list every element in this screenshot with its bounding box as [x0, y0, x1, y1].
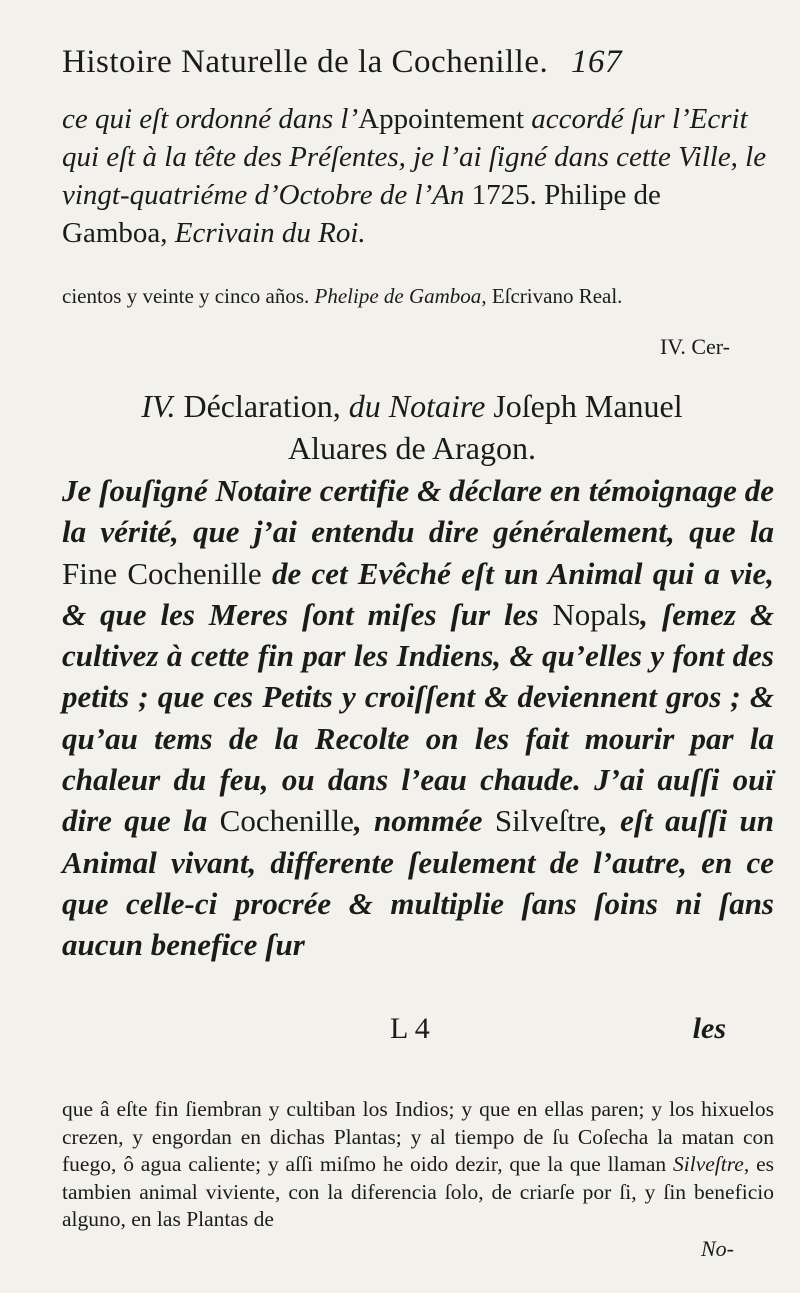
year-and-name: 1725. Philipe de Gamboa, [62, 179, 661, 249]
running-header [62, 44, 762, 81]
section-title [62, 385, 762, 469]
text-run-roman: Appointement [358, 103, 525, 135]
spanish-paragraph-body [62, 1096, 774, 1234]
text-run: Je ſouſigné Notaire certifie & déclare en témoignage de la vérité, que j’ai entendu dire généralement, que la [62, 473, 774, 550]
text-run: , nommée [353, 803, 495, 839]
catchword-french: les [692, 1012, 726, 1045]
text-run: Déclaration, [175, 388, 349, 424]
french-paragraph-top [62, 100, 772, 252]
catchword-top: IV. Cer- [659, 334, 730, 359]
section-number: IV. [141, 388, 176, 424]
text-run: Ecrivain du Roi. [167, 217, 366, 249]
text-run: , ſemez & cultivez à cette fin par les Indiens, & qu’elles y font des petits ; que ces Petits y croiſſent & deviennent gros ; & qu’au tems de la Recolte on les fait mourir par la chaleur du feu, ou dans l’eau chaude. J’ai auſſi ouï dire que la [62, 596, 774, 839]
running-title: Histoire Naturelle de la Cochenille. [62, 44, 549, 80]
text-run-italic: du Notaire [348, 388, 486, 424]
signature-mark: L 4 [390, 1012, 430, 1045]
text-run: , eſt auſſi un Animal vivant, differente ſeulement de l’autre, en ce que celle-ci procrée & multiplie ſans ſoins ni ſans aucun benefice ſur [62, 803, 774, 963]
text-run: , es tambien animal viviente, con la diferencia ſolo, de criarſe por ſi, y ſin beneficio alguno, en las Plantas de [62, 1152, 774, 1231]
page-number: 167 [571, 44, 623, 80]
text-run: de cet Evêché eſt un Animal qui a vie, & que les Meres ſont miſes ſur les [62, 555, 774, 632]
text-run: Joſeph Manuel [485, 388, 683, 424]
text-run: accordé ſur l’Ecrit qui eſt à la tête des Préſentes, je l’ai ſigné dans cette Ville, le vingt-quatriéme d’Octobre de l’An [62, 103, 767, 211]
french-declaration-body [62, 470, 774, 966]
spanish-paragraph-top [62, 282, 762, 310]
section-title-line-1 [62, 385, 762, 427]
term-silvestre-es: Silveſtre [673, 1152, 744, 1176]
signatory-name: Phelipe de Gamboa [314, 284, 482, 308]
term-fine-cochenille: Fine Cochenille [62, 555, 262, 591]
text-run: , Eſcrivano Real. [481, 284, 623, 308]
text-run: ce qui eſt ordonné dans l’ [62, 103, 359, 135]
text-run: cientos y veinte y cinco años. [62, 284, 315, 308]
term-cochenille: Cochenille [219, 803, 354, 839]
text-run: que â eſte fin ſiembran y cultiban los Indios; y que en ellas paren; y los hixuelos crezen, y engordan en dichas Plantas; y al tiempo de ſu Coſecha la matan con fuego, ô agua caliente; y aſſi miſmo he oido dezir, que la que llaman [62, 1097, 774, 1176]
section-title-line-2: Aluares de Aragon. [288, 430, 536, 466]
term-silvestre: Silveſtre [494, 803, 600, 839]
term-nopals: Nopals [552, 596, 641, 632]
catchword-bottom: No- [701, 1236, 734, 1261]
